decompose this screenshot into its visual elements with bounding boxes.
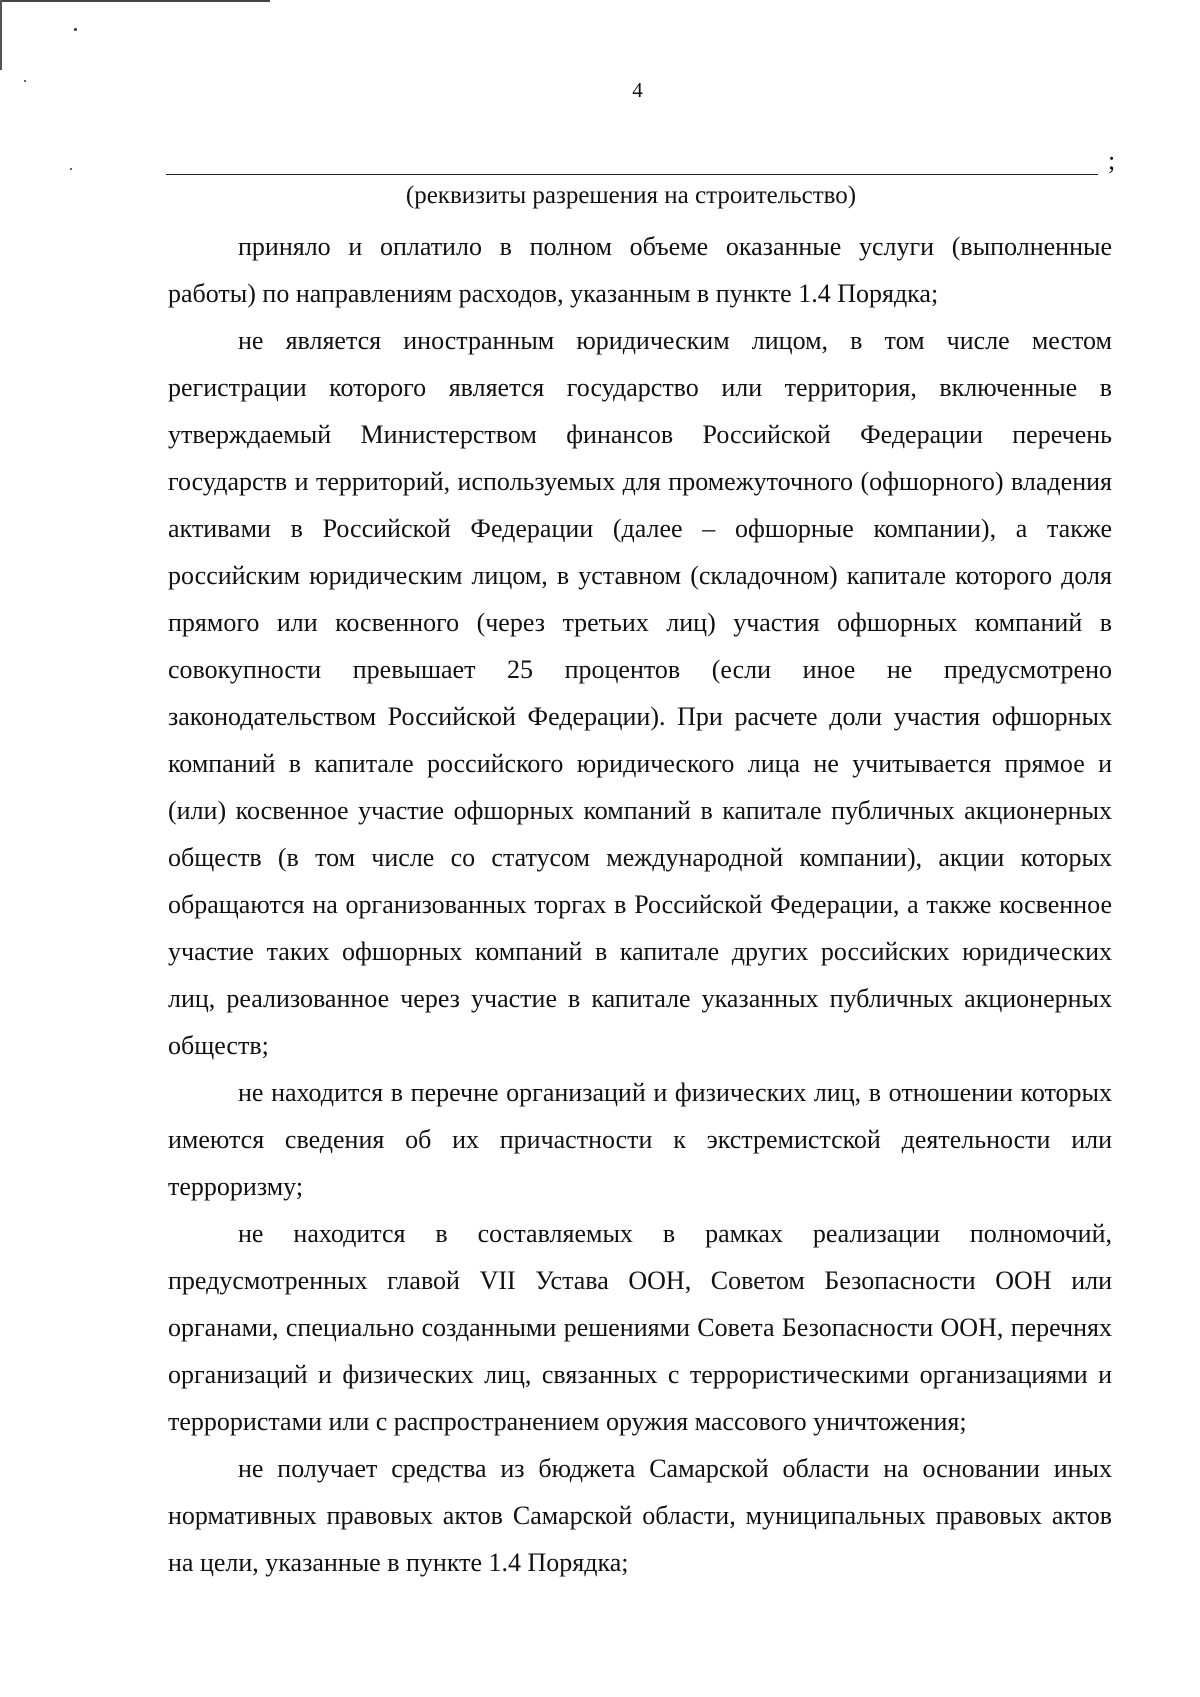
paragraph-not-extremist-list: не находится в перечне организаций и физических лиц, в отношении которых имеются сведения об их причастности к экстремистской деятельности или терроризму; <box>168 1078 1112 1201</box>
blank-fill-line <box>166 174 1098 175</box>
scan-edge-line-left <box>0 0 2 70</box>
body-text <box>168 223 1112 1586</box>
paragraph-not-foreign-entity: не является иностранным юридическим лицом, в том числе местом регистрации которого является государство или территория, включенные в утверждаемый Министерством финансов Российской Федерации перечень государств и территорий, используемых для промежуточного (офшорного) владения активами в Российской Федерации (далее – офшорные компании), а также российским юридическим лицом, в уставном (складочном) капитале которого доля прямого или косвенного (через третьих лиц) участия офшорных компаний в совокупности превышает 25 процентов (если иное не предусмотрено законодательством Российской Федерации). При расчете доли участия офшорных компаний в капитале российского юридического лица не учитывается прямое и (или) косвенное участие офшорных компаний в капитале публичных акционерных обществ (в том числе со статусом международной компании), акции которых обращаются на организованных торгах в Российской Федерации, а также косвенное участие таких офшорных компаний в капитале других российских юридических лиц, реализованное через участие в капитале указанных публичных акционерных обществ; <box>168 326 1112 1060</box>
scan-edge-line-top <box>0 0 270 2</box>
page-number: 4 <box>632 78 643 102</box>
paragraph-services-paid: приняло и оплатило в полном объеме оказанные услуги (выполненные работы) по направлениям расходов, указанным в пункте 1.4 Порядка; <box>168 232 1112 308</box>
fill-line-semicolon: ; <box>1108 146 1116 175</box>
paragraph-no-other-budget-funds: не получает средства из бюджета Самарской области на основании иных нормативных правовых актов Самарской области, муниципальных правовых актов на цели, указанные в пункте 1.4 Порядка; <box>168 1454 1112 1577</box>
paragraph-not-un-sanctions-list: не находится в составляемых в рамках реализации полномочий, предусмотренных главой VII Устава ООН, Советом Безопасности ООН или органами, специально созданными решениями Совета Безопасности ООН, перечнях организаций и физических лиц, связанных с террористическими организациями и террористами или с распространением оружия массового уничтожения; <box>168 1219 1112 1436</box>
fill-line-caption: (реквизиты разрешения на строительство) <box>405 182 857 209</box>
scan-speck <box>74 28 77 31</box>
scan-speck <box>70 168 72 170</box>
